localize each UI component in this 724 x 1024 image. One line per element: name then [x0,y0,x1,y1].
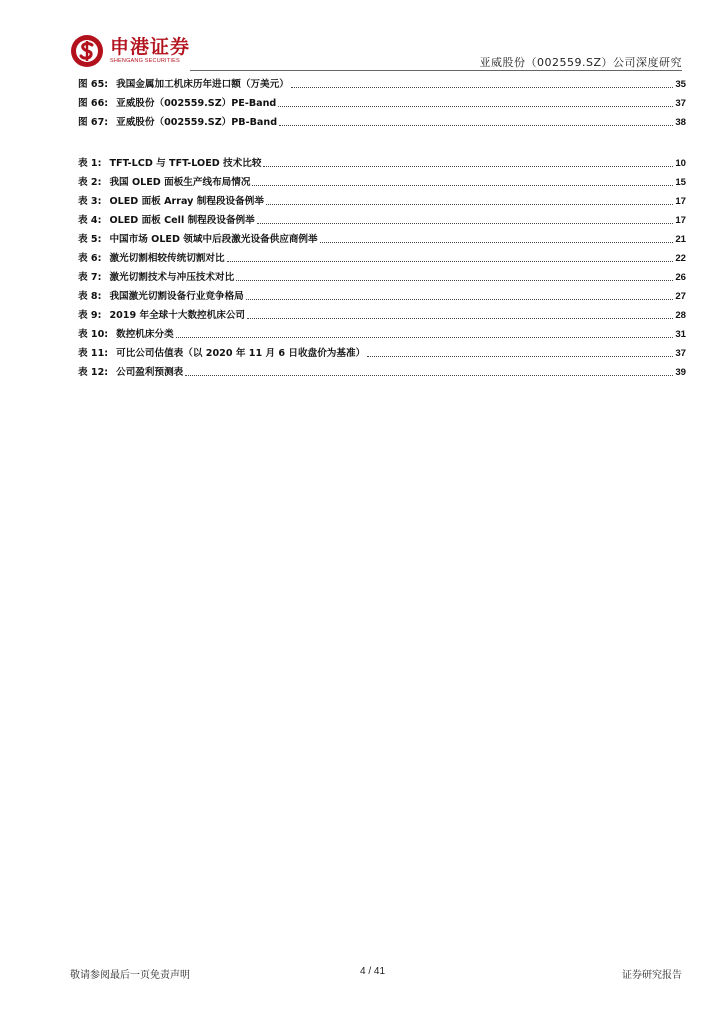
dot-leader [278,106,673,107]
dot-leader [257,223,674,224]
entry-page: 39 [675,367,686,378]
toc-entry-table[interactable] [78,308,686,322]
entry-page: 37 [675,348,686,359]
entry-page: 26 [675,272,686,283]
toc-entry-table[interactable] [78,346,686,360]
dot-leader [320,242,674,243]
page-footer [70,966,682,980]
entry-title: TFT-LCD 与 TFT-LOED 技术比较 [109,158,262,169]
entry-title: 激光切割相较传统切割对比 [109,253,225,264]
entry-title: 我国 OLED 面板生产线布局情况 [109,177,251,188]
toc-entry-table[interactable] [78,289,686,303]
entry-title: 公司盈利预测表 [116,367,184,378]
entry-title: 中国市场 OLED 领域中后段激光设备供应商例举 [109,234,318,245]
entry-label: 表 5: [78,234,102,245]
entry-title: 我国激光切割设备行业竞争格局 [109,291,244,302]
entry-page: 17 [675,196,686,207]
toc-entry-table[interactable] [78,213,686,227]
entry-title: 2019 年全球十大数控机床公司 [109,310,246,321]
entry-title: 亚威股份（002559.SZ）PE-Band [116,98,277,109]
toc-entry-table[interactable] [78,156,686,170]
entry-label: 表 7: [78,272,102,283]
dot-leader [263,166,673,167]
company-logo [70,34,190,68]
dot-leader [176,337,674,338]
toc-entry-table[interactable] [78,194,686,208]
entry-title: OLED 面板 Array 制程段设备例举 [109,196,264,207]
entry-page: 15 [675,177,686,188]
entry-title: 数控机床分类 [116,329,174,340]
entry-label: 表 9: [78,310,102,321]
document-type: 证券研究报告 [622,970,682,981]
entry-label: 表 1: [78,158,102,169]
toc-entry-table[interactable] [78,251,686,265]
entry-page: 37 [675,98,686,109]
entry-title: 我国金属加工机床历年进口额（万美元） [116,79,289,90]
entry-label: 表 4: [78,215,102,226]
header-divider [190,70,682,71]
dot-leader [227,261,674,262]
entry-title: OLED 面板 Cell 制程段设备例举 [109,215,255,226]
toc-entry-figure[interactable] [78,96,686,110]
entry-label: 表 6: [78,253,102,264]
toc-entry-table[interactable] [78,327,686,341]
entry-page: 17 [675,215,686,226]
entry-title: 激光切割技术与冲压技术对比 [109,272,235,283]
toc-entry-table[interactable] [78,232,686,246]
entry-label: 图 66: [78,98,109,109]
toc-entry-table[interactable] [78,365,686,379]
entry-label: 表 12: [78,367,109,378]
toc-entry-figure[interactable] [78,115,686,129]
entry-label: 表 11: [78,348,109,359]
entry-label: 图 65: [78,79,109,90]
entry-page: 22 [675,253,686,264]
page-number: 4 / 41 [360,966,386,977]
dot-leader [247,318,673,319]
dot-leader [279,125,673,126]
dot-leader [246,299,674,300]
dot-leader [291,87,674,88]
logo-chinese-name: 申港证券 [110,36,191,58]
entry-page: 38 [675,117,686,128]
entry-page: 35 [675,79,686,90]
toc-entry-table[interactable] [78,270,686,284]
entry-label: 表 2: [78,177,102,188]
entry-page: 31 [675,329,686,340]
disclaimer-note: 敬请参阅最后一页免责声明 [70,970,190,981]
dot-leader [266,204,673,205]
dot-leader [185,375,673,376]
dot-leader [252,185,673,186]
entry-page: 21 [675,234,686,245]
entry-label: 表 10: [78,329,109,340]
toc-entry-table[interactable] [78,175,686,189]
dot-leader [367,356,673,357]
entry-page: 28 [675,310,686,321]
entry-label: 表 8: [78,291,102,302]
toc-entry-figure[interactable] [78,77,686,91]
entry-title: 可比公司估值表（以 2020 年 11 月 6 日收盘价为基准） [116,348,366,359]
entry-title: 亚威股份（002559.SZ）PB-Band [116,117,278,128]
logo-english-name: SHENGANG SECURITIES [110,58,180,64]
entry-page: 27 [675,291,686,302]
entry-label: 图 67: [78,117,109,128]
page-header [70,32,682,72]
report-title: 亚威股份（002559.SZ）公司深度研究 [479,56,682,69]
shengang-logo-icon [70,34,104,68]
entry-label: 表 3: [78,196,102,207]
dot-leader [236,280,673,281]
entry-page: 10 [675,158,686,169]
